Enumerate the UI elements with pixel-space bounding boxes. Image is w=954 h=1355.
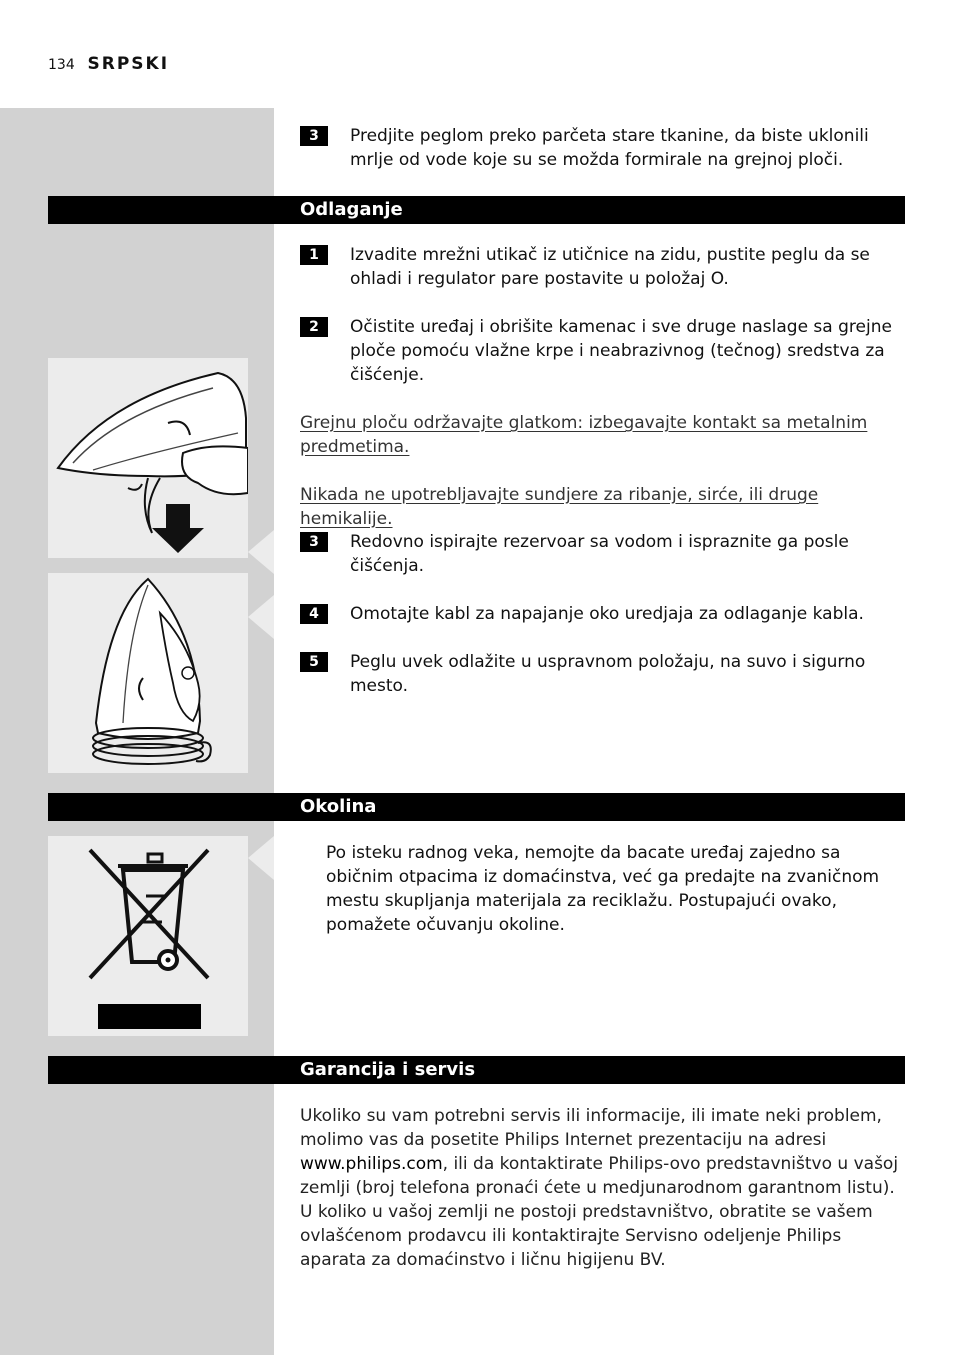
crossed-out-bin-icon bbox=[48, 836, 248, 1036]
page-number: 134 bbox=[48, 57, 75, 73]
step-item bbox=[300, 650, 900, 698]
iron-cleaning-illustration bbox=[48, 358, 248, 558]
step-item bbox=[300, 124, 900, 172]
page-header bbox=[48, 54, 169, 74]
step-text: Izvadite mrežni utikač iz utičnice na zidu, pustite peglu da se ohladi i regulator pare postavite u položaj O. bbox=[350, 245, 870, 289]
step-item bbox=[300, 315, 900, 387]
step-number: 2 bbox=[300, 317, 328, 337]
callout-pointer bbox=[248, 530, 274, 574]
iron-upright-storage-illustration bbox=[48, 573, 248, 773]
note-text: Grejnu ploču održavajte glatkom: izbegavajte kontakt sa metalnim predmetima. bbox=[300, 413, 868, 457]
step-text: Omotajte kabl za napajanje oko uredjaja za odlaganje kabla. bbox=[350, 604, 864, 624]
step-number: 3 bbox=[300, 532, 328, 552]
step-item bbox=[300, 602, 900, 626]
step-text: Peglu uvek odlažite u uspravnom položaju, na suvo i sigurno mesto. bbox=[350, 652, 866, 696]
step-item bbox=[300, 243, 900, 291]
section-heading-guarantee: Garancija i servis bbox=[48, 1056, 905, 1084]
section-heading-environment: Okolina bbox=[48, 793, 905, 821]
step-text: Očistite uređaj i obrišite kamenac i sve druge naslage sa grejne ploče pomoću vlažne krpe i neabrazivnog (tečnog) sredstva za čišćenje. bbox=[350, 317, 892, 385]
section-heading-storage: Odlaganje bbox=[48, 196, 905, 224]
step-text: Predjite peglom preko parčeta stare tkanine, da biste uklonili mrlje od vode koje su se možda formirale na grejnoj ploči. bbox=[350, 126, 869, 170]
step-number: 3 bbox=[300, 126, 328, 146]
step-text: Redovno ispirajte rezervoar sa vodom i ispraznite ga posle čišćenja. bbox=[350, 532, 849, 576]
step-number: 1 bbox=[300, 245, 328, 265]
step-item bbox=[300, 530, 900, 578]
note-text: Nikada ne upotrebljavajte sundjere za ribanje, sirće, ili druge hemikalije. bbox=[300, 485, 819, 529]
step-number: 4 bbox=[300, 604, 328, 624]
language-label: SRPSKI bbox=[87, 54, 170, 74]
philips-website-link[interactable]: www.philips.com bbox=[300, 1154, 443, 1174]
guarantee-text: Ukoliko su vam potrebni servis ili informacije, ili imate neki problem, molimo vas da posetite Philips Internet prezentaciju na adresi www.philips.com, ili da kontaktirate Philips-ovo predstavništvo u vašoj zemlji (broj telefona pronaći ćete u medjunarodnom garantnom listu). U koliko u vašoj zemlji ne postoji predstavništvo, obratite se vašem ovlašćenom prodavcu ili kontaktirajte Servisno odeljenje Philips aparata za domaćinstvo i ličnu higijenu BV. bbox=[300, 1106, 899, 1270]
environment-text: Po isteku radnog veka, nemojte da bacate uređaj zajedno sa običnim otpacima iz domaćinstva, već ga predajte na zvaničnom mestu skupljanja materijala za reciklažu. Postupajući ovako, pomažete očuvanju okoline. bbox=[326, 843, 880, 935]
step-number: 5 bbox=[300, 652, 328, 672]
callout-pointer bbox=[248, 836, 274, 880]
callout-pointer bbox=[248, 595, 274, 639]
